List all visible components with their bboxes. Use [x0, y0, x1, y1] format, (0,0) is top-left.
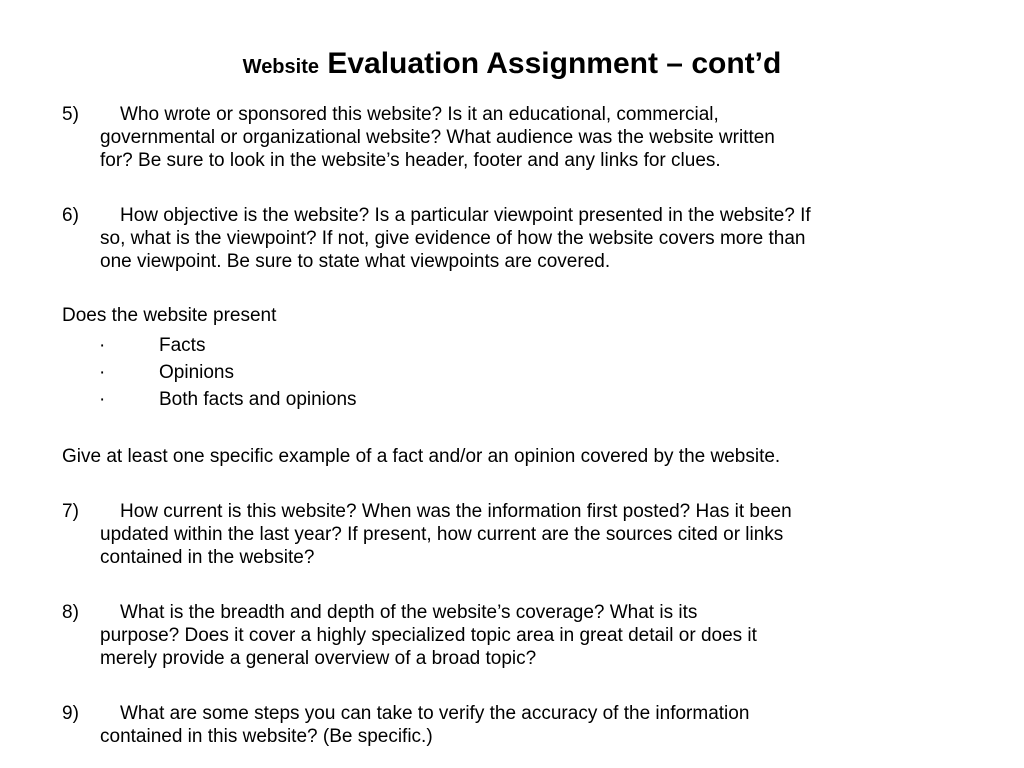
question-line: governmental or organizational website? What audience was the website written	[100, 127, 775, 148]
question-line: What is the breadth and depth of the website’s coverage? What is its	[120, 602, 698, 623]
bullet-dot: ·	[99, 362, 106, 383]
option-label: Facts	[159, 335, 206, 356]
option-label: Opinions	[159, 362, 234, 383]
title-main-text: Evaluation Assignment – cont’d	[327, 47, 782, 80]
option-both	[62, 386, 982, 413]
question-number: 7)	[62, 501, 79, 522]
question-5	[62, 103, 982, 172]
question-line: How current is this website? When was the information first posted? Has it been	[120, 501, 792, 522]
question-line: contained in this website? (Be specific.)	[100, 726, 433, 747]
question-number: 8)	[62, 602, 79, 623]
question-line: purpose? Does it cover a highly specialized topic area in great detail or does it	[100, 625, 757, 646]
question-line: for? Be sure to look in the website’s header, footer and any links for clues.	[100, 150, 721, 171]
option-facts	[62, 332, 982, 359]
present-intro: Does the website present	[62, 305, 277, 326]
question-9	[62, 702, 982, 748]
question-number: 5)	[62, 104, 79, 125]
question-line: so, what is the viewpoint? If not, give evidence of how the website covers more than	[100, 228, 806, 249]
question-line: merely provide a general overview of a broad topic?	[100, 648, 537, 669]
question-7	[62, 500, 982, 569]
question-line: What are some steps you can take to verify the accuracy of the information	[120, 703, 750, 724]
title-website-word: Website	[242, 56, 319, 78]
question-line: Who wrote or sponsored this website? Is it an educational, commercial,	[120, 104, 719, 125]
question-number: 6)	[62, 205, 79, 226]
question-6	[62, 204, 982, 273]
question-8	[62, 601, 982, 670]
question-line: one viewpoint. Be sure to state what viewpoints are covered.	[100, 251, 611, 272]
example-prompt: Give at least one specific example of a fact and/or an opinion covered by the website.	[62, 446, 781, 467]
option-opinions	[62, 359, 982, 386]
slide-title	[0, 44, 1024, 87]
bullet-dot: ·	[99, 335, 106, 356]
option-label: Both facts and opinions	[159, 389, 357, 410]
question-line: contained in the website?	[100, 547, 315, 568]
question-line: How objective is the website? Is a particular viewpoint presented in the website? If	[120, 205, 811, 226]
bullet-dot: ·	[99, 389, 106, 410]
slide-body	[62, 103, 982, 748]
question-number: 9)	[62, 703, 79, 724]
present-options	[62, 332, 982, 413]
question-line: updated within the last year? If present, how current are the sources cited or links	[100, 524, 784, 545]
